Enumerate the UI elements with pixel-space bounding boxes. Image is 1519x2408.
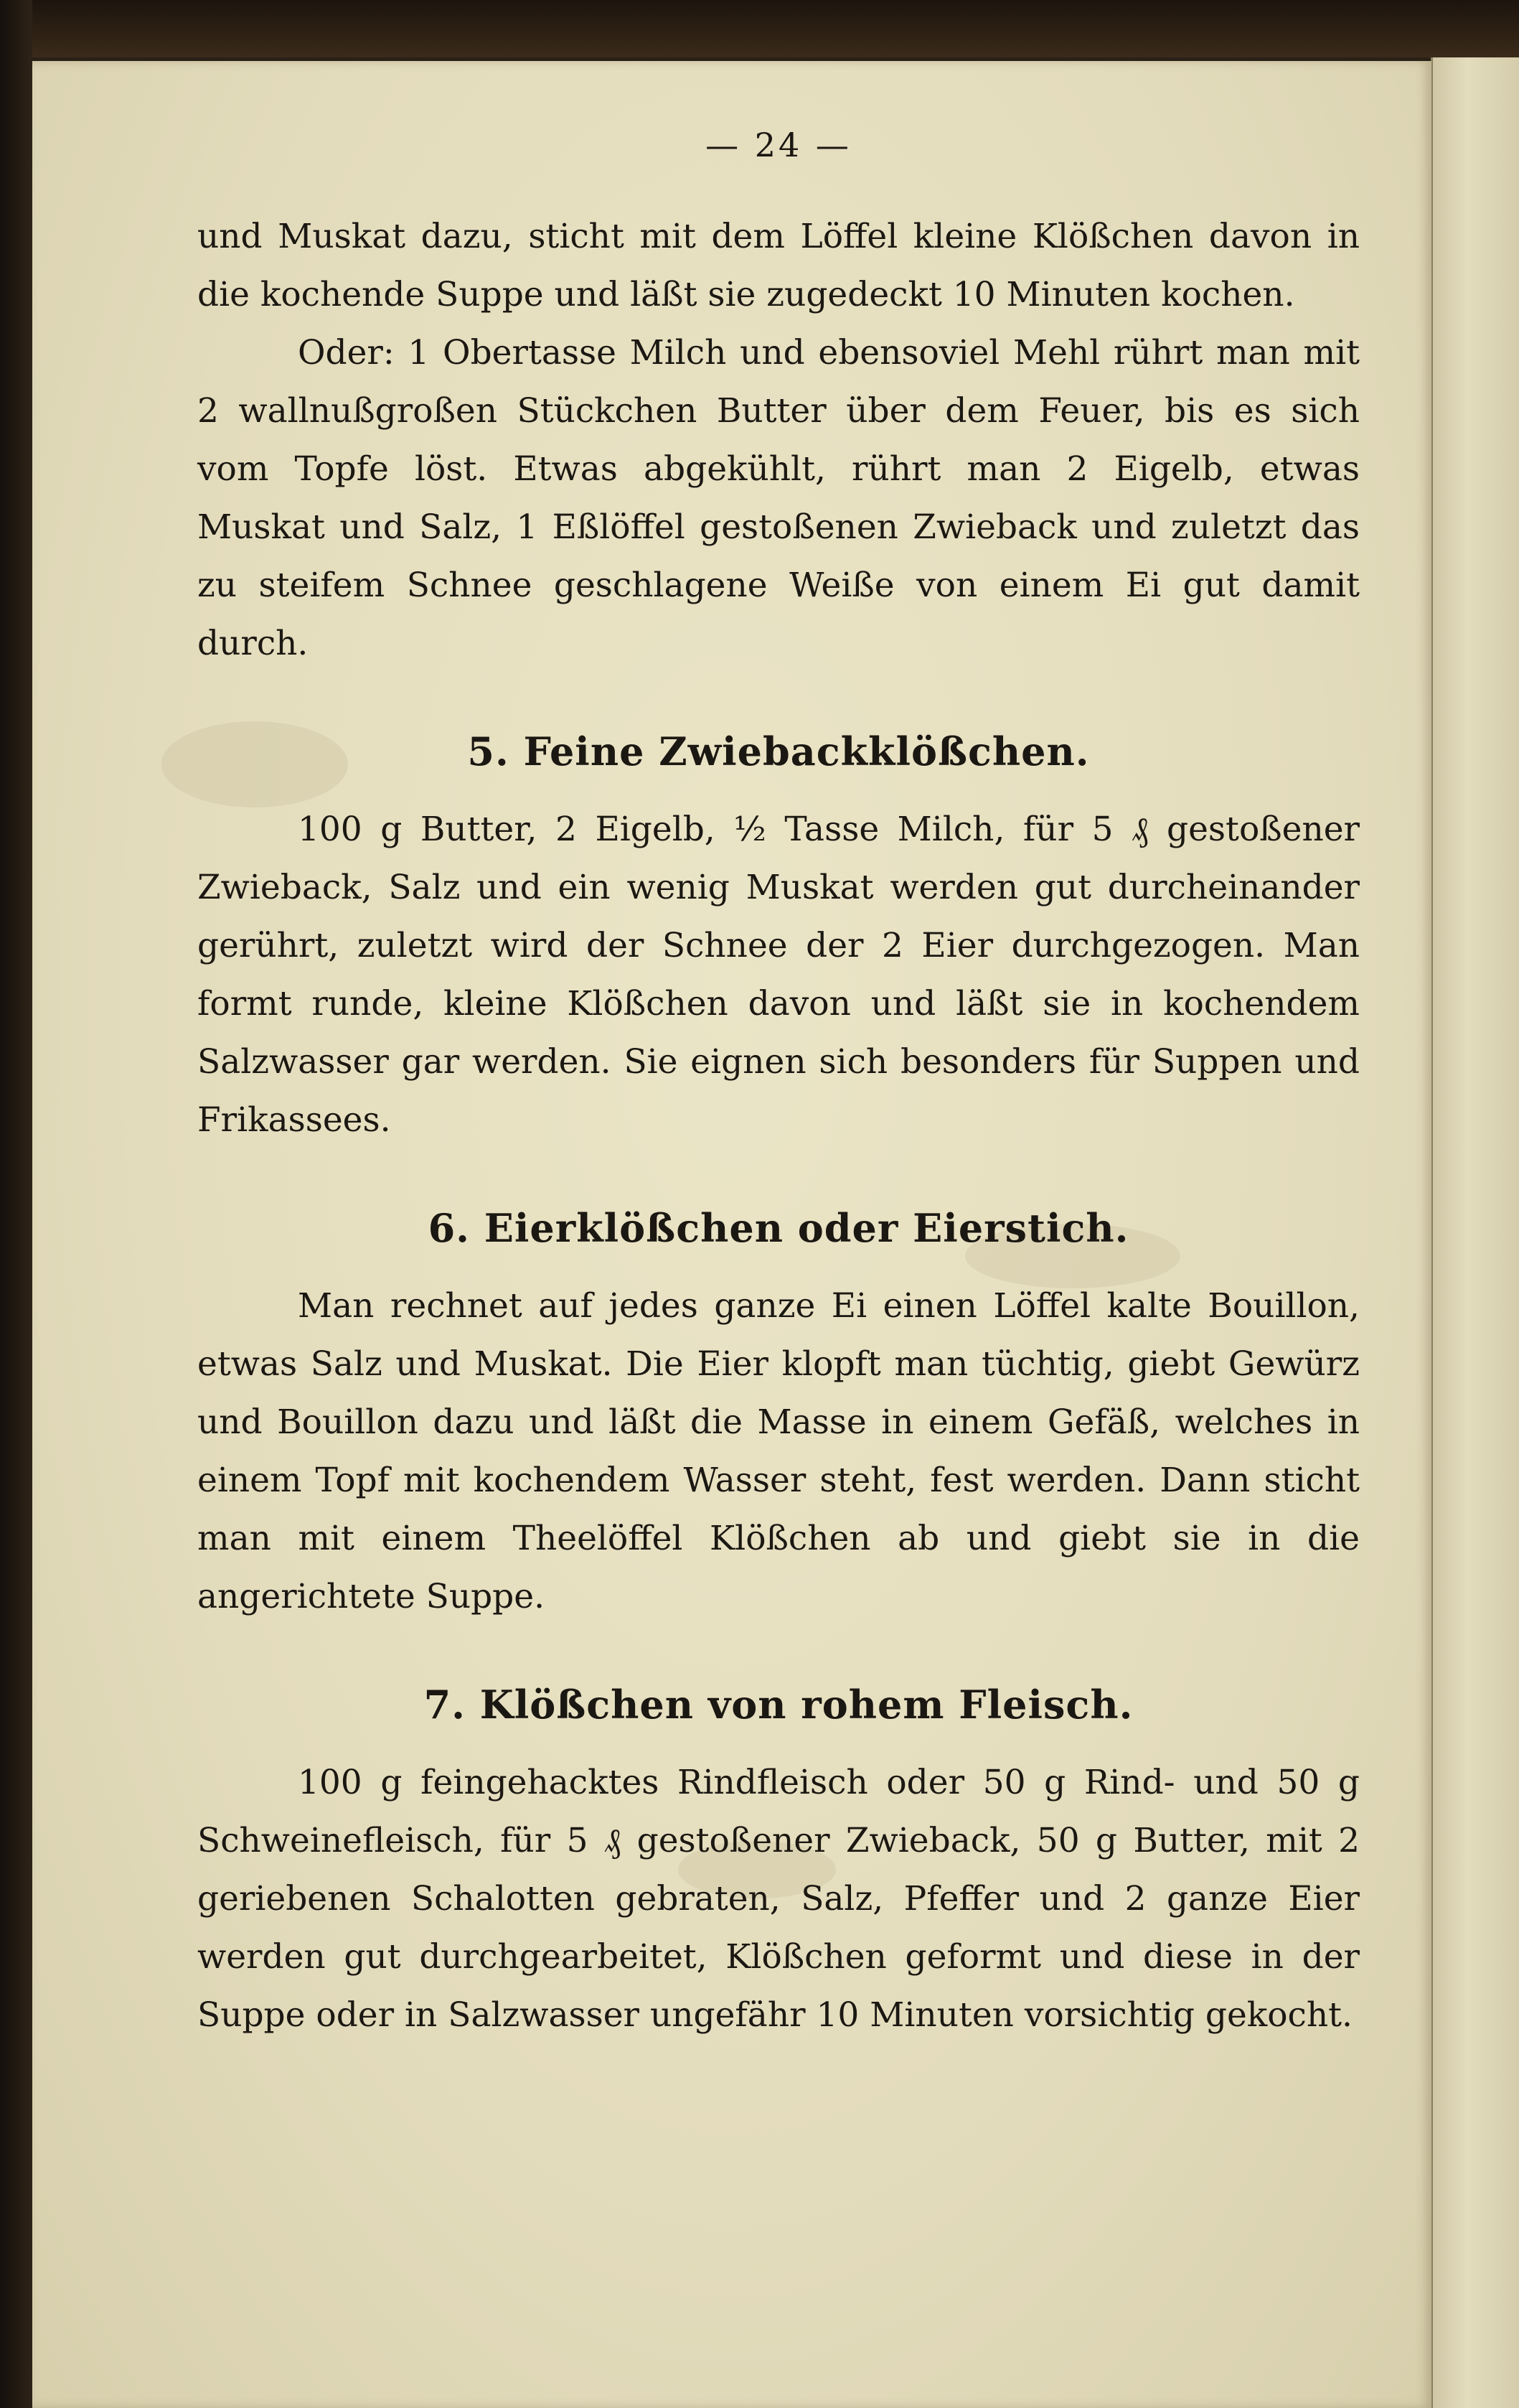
page-number: — 24 — <box>705 126 852 164</box>
section-heading-6: 6. Eierklößchen oder Eierstich. <box>428 1205 1129 1251</box>
intro-paragraph-continued: und Muskat dazu, sticht mit dem Löffel kleine Klößchen davon in die kochende Suppe und läßt sie zugedeckt 10 Minuten kochen. <box>197 217 1360 314</box>
next-page-edge <box>1431 57 1519 2408</box>
section-text-5: 100 g Butter, 2 Eigelb, ½ Tasse Milch, für 5 ₰ gestoßener Zwieback, Salz und ein wenig Muskat werden gut durcheinander gerührt, zuletzt wird der Schnee der 2 Eier durchgezogen. Man formt runde, kleine Klößchen davon und läßt sie in kochendem Salzwasser gar werden. Sie eignen sich besonders für Suppen und Frikassees. <box>197 810 1360 1140</box>
section-text-7: 100 g feingehacktes Rindfleisch oder 50 g Rind- und 50 g Schweinefleisch, für 5 ₰ gestoßener Zwieback, 50 g Butter, mit 2 geriebenen Schalotten gebraten, Salz, Pfeffer und 2 ganze Eier werden gut durchgearbeitet, Klößchen geformt und diese in der Suppe oder in Salzwasser ungefähr 10 Minuten vorsichtig gekocht. <box>197 1763 1360 2035</box>
section-text-6: Man rechnet auf jedes ganze Ei einen Löffel kalte Bouillon, etwas Salz und Muskat. Die Eier klopft man tüchtig, giebt Gewürz und Bouillon dazu und läßt die Masse in einem Gefäß, welches in einem Topf mit kochendem Wasser steht, fest werden. Dann sticht man mit einem Theelöffel Klößchen ab und giebt sie in die angerichtete Suppe. <box>197 1286 1360 1616</box>
page-content <box>197 126 1360 2044</box>
book-edge-top <box>0 0 1519 57</box>
section-heading-5: 5. Feine Zwiebackklößchen. <box>467 729 1090 774</box>
book-page <box>32 61 1431 2408</box>
section-heading-7: 7. Klößchen von rohem Fleisch. <box>423 1682 1134 1728</box>
intro-paragraph-alternative: Oder: 1 Obertasse Milch und ebensoviel Mehl rührt man mit 2 wallnußgroßen Stückchen Butter über dem Feuer, bis es sich vom Topfe löst. Etwas abgekühlt, rührt man 2 Eigelb, etwas Muskat und Salz, 1 Eßlöffel gestoßenen Zwieback und zuletzt das zu steifem Schnee geschlagene Weiße von einem Ei gut damit durch. <box>197 333 1360 663</box>
book-edge-left <box>0 0 32 2408</box>
